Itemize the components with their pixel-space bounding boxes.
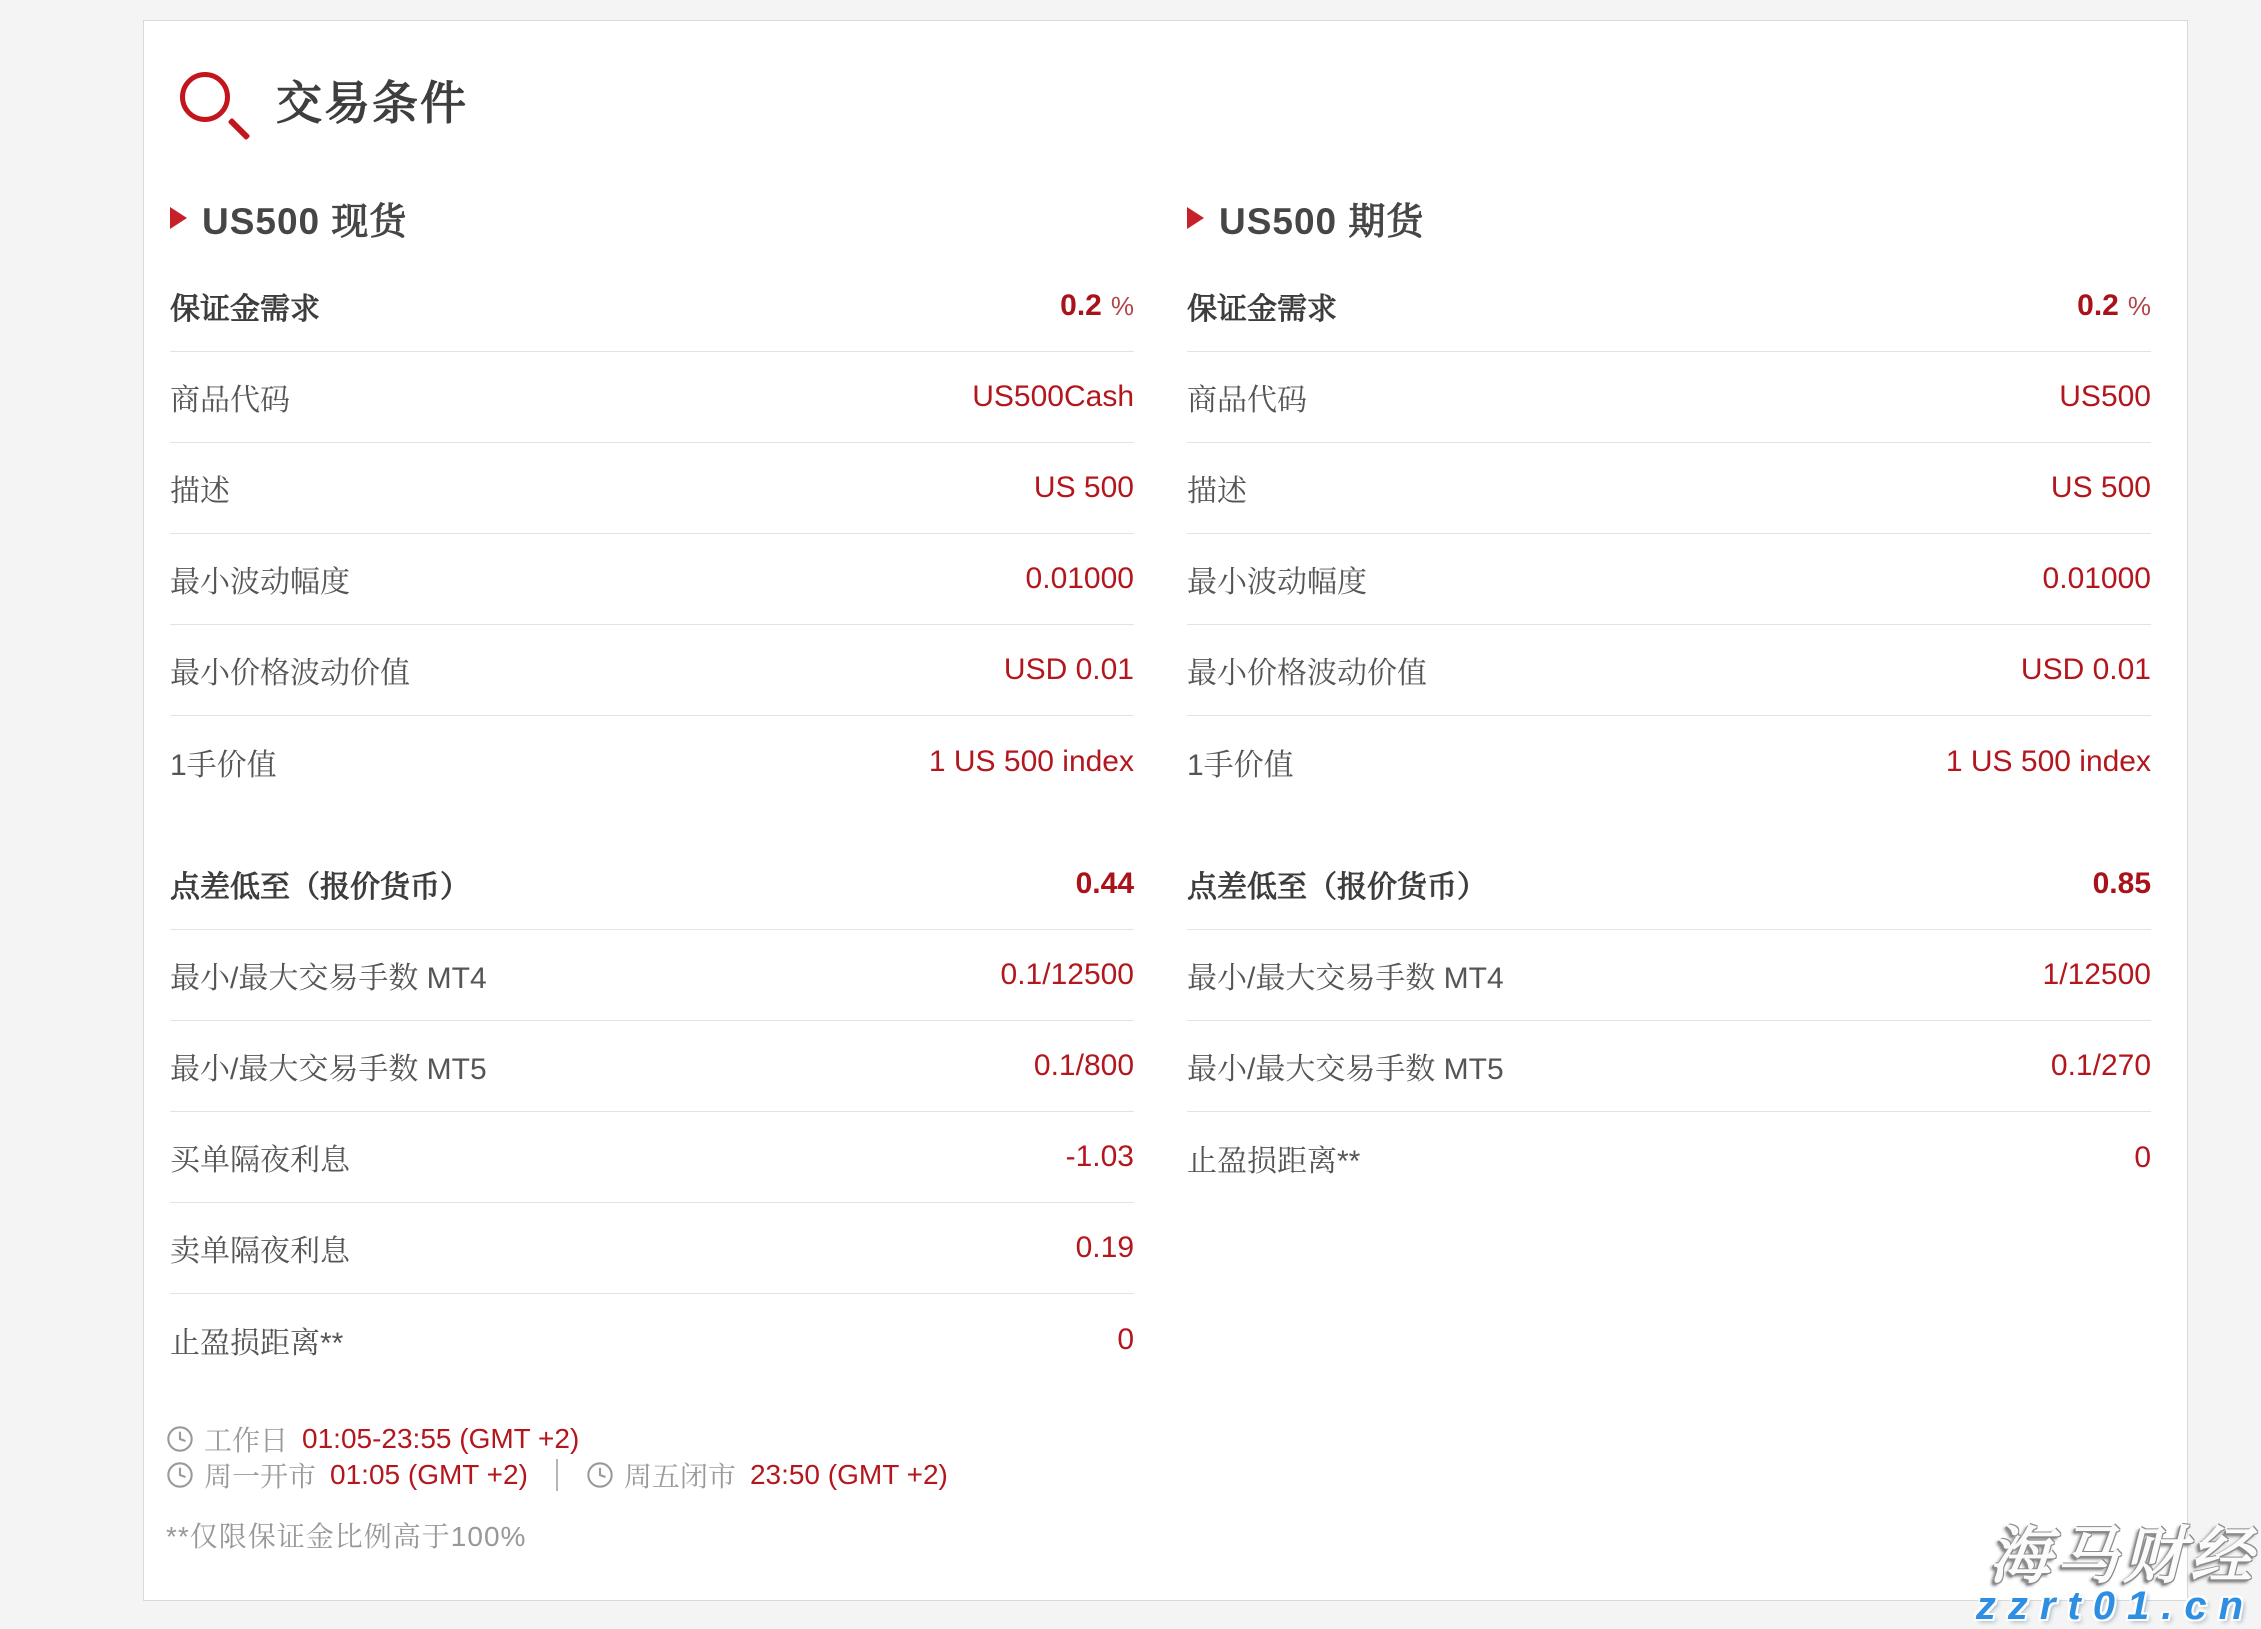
magnifier-icon: [180, 72, 236, 128]
table-row: [170, 1294, 1134, 1385]
table-row: [170, 352, 1134, 443]
hours-line-weekdays: [166, 1421, 2151, 1457]
row-value: 0.2 %: [2077, 289, 2151, 322]
column-title: US500 现货: [202, 201, 408, 242]
page-title: 交易条件: [276, 77, 468, 129]
row-label: 买单隔夜利息: [170, 1144, 350, 1177]
watermark-brand: 海马财经: [1988, 1522, 2257, 1591]
conditions-columns: [170, 195, 2151, 1385]
table-row: [170, 625, 1134, 716]
table-row: [170, 443, 1134, 534]
hours-line-open-close: [166, 1457, 2151, 1493]
row-label: 最小/最大交易手数 MT4: [170, 962, 487, 995]
row-value: US500Cash: [972, 380, 1134, 413]
row-value: 0.19: [1075, 1231, 1134, 1264]
margin-footnote: **仅限保证金比例高于100%: [166, 1521, 527, 1552]
row-label: 止盈损距离**: [170, 1326, 344, 1360]
row-value: 0.01000: [2042, 562, 2151, 595]
table-row: [170, 839, 1134, 930]
row-value: 0.44: [1075, 867, 1134, 900]
column-title: US500 期货: [1219, 201, 1425, 242]
row-label: 最小价格波动价值: [1187, 657, 1427, 690]
row-value: 1 US 500 index: [1945, 744, 2151, 778]
table-row: [1187, 930, 2151, 1021]
magnifier-glass: [180, 72, 230, 122]
table-row: [1187, 625, 2151, 716]
column-us500-spot: [170, 195, 1134, 1385]
row-label: 最小波动幅度: [1187, 566, 1367, 599]
row-value: -1.03: [1065, 1140, 1134, 1173]
hours-label: 周五闭市: [623, 1461, 736, 1492]
row-label: 保证金需求: [1187, 293, 1337, 326]
table-row: [170, 534, 1134, 625]
clock-icon: [166, 1425, 194, 1453]
table-row: [1187, 1021, 2151, 1112]
clock-icon: [586, 1461, 614, 1489]
table-row: [170, 930, 1134, 1021]
row-value: US500: [2059, 380, 2151, 413]
row-label: 最小价格波动价值: [170, 657, 410, 690]
trading-conditions-card: [143, 20, 2188, 1601]
row-label: 商品代码: [1187, 384, 1307, 417]
vertical-divider: [556, 1459, 558, 1491]
table-row: [1187, 443, 2151, 534]
row-label: 止盈损距离**: [1187, 1144, 1361, 1178]
table-row: [1187, 352, 2151, 443]
row-label: 最小波动幅度: [170, 566, 350, 599]
magnifier-handle: [228, 118, 251, 141]
watermark-url: zzrt01.cn: [1975, 1584, 2255, 1628]
table-row: [170, 716, 1134, 807]
row-value-unit: %: [2127, 291, 2151, 321]
row-value: 0.1/800: [1033, 1049, 1134, 1082]
row-value: 0: [1117, 1322, 1134, 1356]
triangle-bullet-icon: [1187, 207, 1204, 229]
table-row: [1187, 1112, 2151, 1203]
row-label: 最小/最大交易手数 MT4: [1187, 962, 1504, 995]
triangle-bullet-icon: [170, 207, 187, 229]
table-row: [1187, 261, 2151, 352]
hours-time: 23:50 (GMT +2): [749, 1459, 948, 1490]
row-value-unit: %: [1110, 291, 1134, 321]
row-label: 1手价值: [170, 748, 277, 782]
row-value: 0: [2134, 1140, 2151, 1174]
row-value: US 500: [1033, 471, 1134, 504]
row-value: 1/12500: [2042, 958, 2151, 991]
hours-label: 工作日: [204, 1425, 289, 1456]
column-header-us500-futures[interactable]: [1187, 195, 2151, 241]
hours-item: [586, 1455, 948, 1495]
trading-hours-footer: [166, 1421, 2151, 1555]
table-row: [1187, 839, 2151, 930]
table-row: [1187, 716, 2151, 807]
hours-time: 01:05-23:55 (GMT +2): [302, 1423, 580, 1454]
table-row: [170, 1021, 1134, 1112]
row-label: 描述: [1187, 475, 1247, 508]
column-rows: [170, 261, 1134, 1385]
column-us500-futures: [1187, 195, 2151, 1385]
row-value: 0.1/12500: [1000, 958, 1134, 991]
hours-item: [166, 1419, 579, 1459]
row-value: USD 0.01: [1003, 653, 1134, 686]
column-header-us500-spot[interactable]: [170, 195, 1134, 241]
page-title-block: [180, 67, 2151, 133]
hours-time: 01:05 (GMT +2): [330, 1459, 528, 1490]
clock-icon: [166, 1461, 194, 1489]
row-value: 0.1/270: [2050, 1049, 2151, 1082]
row-value: US 500: [2050, 471, 2151, 504]
row-label: 描述: [170, 475, 230, 508]
row-label: 保证金需求: [170, 293, 320, 326]
row-value: 0.2 %: [1060, 289, 1134, 322]
column-rows: [1187, 261, 2151, 1203]
row-label: 点差低至（报价货币）: [1187, 871, 1487, 904]
row-label: 最小/最大交易手数 MT5: [1187, 1053, 1504, 1086]
hours-item: [166, 1455, 528, 1495]
row-label: 1手价值: [1187, 748, 1294, 782]
table-row: [170, 261, 1134, 352]
table-row: [170, 1112, 1134, 1203]
row-label: 卖单隔夜利息: [170, 1235, 350, 1268]
hours-label: 周一开市: [204, 1461, 317, 1492]
row-value: 0.01000: [1025, 562, 1134, 595]
row-label: 最小/最大交易手数 MT5: [170, 1053, 487, 1086]
row-value: 1 US 500 index: [928, 744, 1134, 778]
row-value: USD 0.01: [2020, 653, 2151, 686]
row-label: 点差低至（报价货币）: [170, 871, 470, 904]
row-label: 商品代码: [170, 384, 290, 417]
row-value: 0.85: [2092, 867, 2151, 900]
table-row: [1187, 534, 2151, 625]
table-row: [170, 1203, 1134, 1294]
